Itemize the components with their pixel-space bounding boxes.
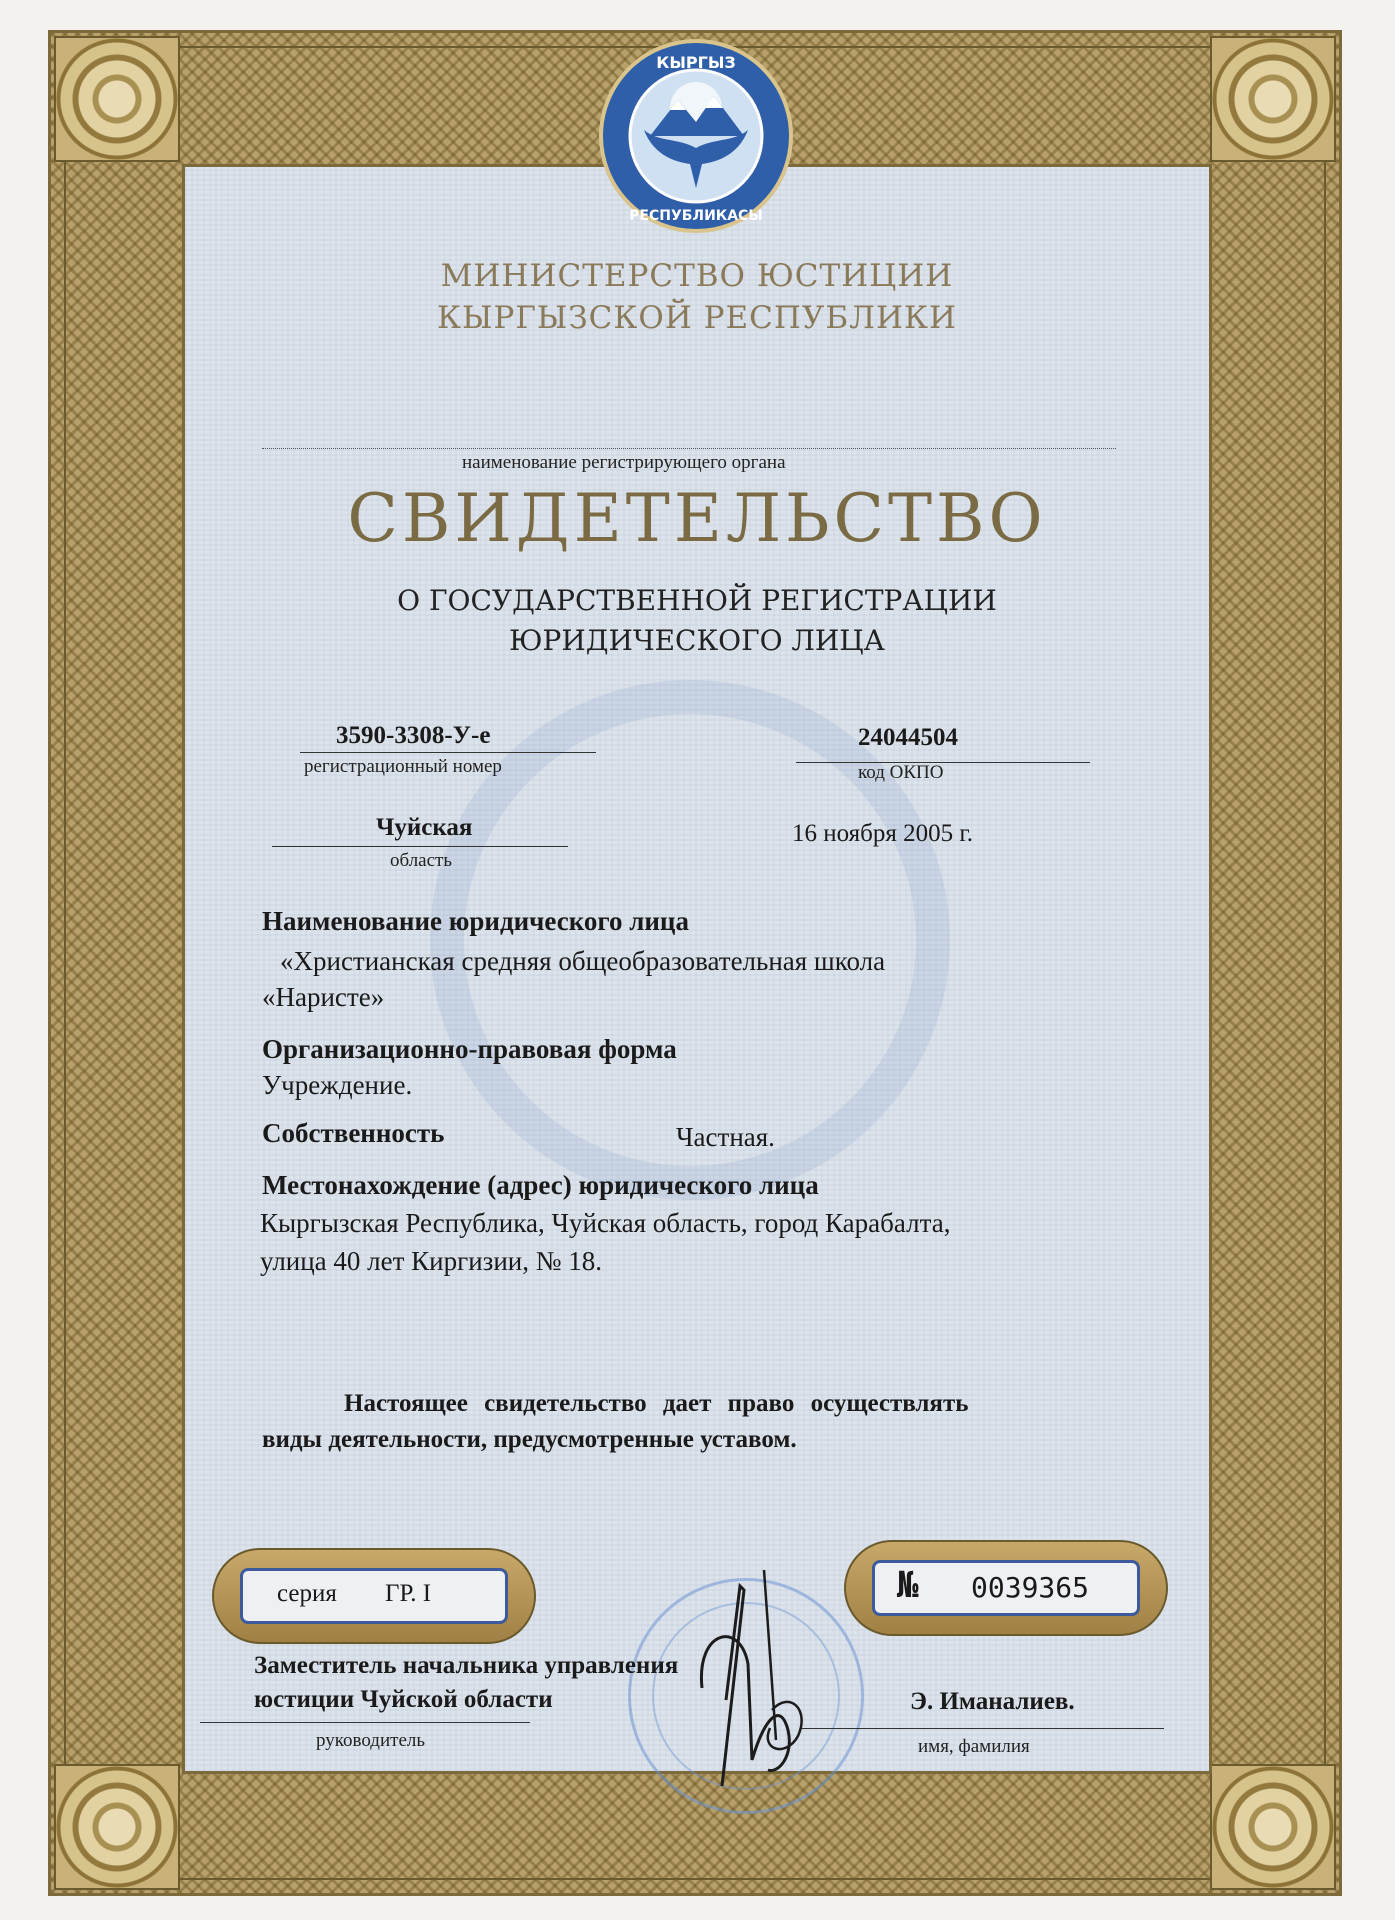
emblem-bottom-text: РЕСПУБЛИКАСЫ <box>629 208 763 224</box>
certificate-subtitle-1: О ГОСУДАРСТВЕННОЙ РЕГИСТРАЦИИ <box>397 584 997 617</box>
entity-name-label: Наименование юридического лица <box>262 906 689 936</box>
signatory-position-line-2: юстиции Чуйской области <box>254 1686 553 1713</box>
serial-number-value: 0039365 <box>971 1571 1090 1604</box>
entity-name-line-2: «Наристе» <box>262 982 385 1012</box>
legal-form-value: Учреждение. <box>262 1070 413 1100</box>
series-plate <box>212 1548 536 1644</box>
serial-number-label: № <box>897 1565 919 1606</box>
region-line <box>272 846 568 847</box>
registration-date: 16 ноября 2005 г. <box>792 820 974 847</box>
organ-line <box>262 448 1116 449</box>
organ-caption: наименование регистрирующего органа <box>462 452 786 473</box>
address-label: Местонахождение (адрес) юридического лица <box>262 1170 819 1200</box>
certificate-title: СВИДЕТЕЛЬСТВО <box>347 480 1047 557</box>
corner-ornament-bottom-left <box>54 1764 180 1890</box>
signatory-position-line <box>200 1722 530 1723</box>
corner-ornament-top-left <box>54 36 180 162</box>
serial-number-plate <box>844 1540 1168 1636</box>
okpo-caption: код ОКПО <box>858 762 944 783</box>
registration-number-caption: регистрационный номер <box>304 756 502 777</box>
serial-number-window <box>872 1560 1140 1616</box>
series-value: ГР. I <box>385 1580 432 1607</box>
signatory-name: Э. Иманалиев. <box>910 1688 1075 1715</box>
ministry-line-2: КЫРГЫЗСКОЙ РЕСПУБЛИКИ <box>436 300 958 336</box>
signatory-name-line <box>800 1728 1164 1729</box>
legal-form-label: Организационно-правовая форма <box>262 1034 677 1064</box>
address-line-1: Кыргызская Республика, Чуйская область, город Карабалта, <box>260 1208 951 1238</box>
emblem-top-text: КЫРГЫЗ <box>656 53 736 72</box>
ministry-line-1: МИНИСТЕРСТВО ЮСТИЦИИ <box>440 258 954 294</box>
corner-ornament-top-right <box>1210 36 1336 162</box>
ownership-label: Собственность <box>262 1118 445 1148</box>
signatory-position-caption: руководитель <box>316 1730 426 1751</box>
notice-line-2: виды деятельности, предусмотренные уставом. <box>262 1426 797 1453</box>
address-line-2: улица 40 лет Киргизии, № 18. <box>260 1246 602 1276</box>
registration-number: 3590-3308-У-е <box>336 722 491 749</box>
handwritten-signature <box>660 1560 840 1790</box>
signatory-position-line-1: Заместитель начальника управления <box>254 1652 679 1679</box>
region-value: Чуйская <box>376 814 473 841</box>
series-label: серия <box>277 1580 337 1607</box>
series-plate-window <box>240 1568 508 1624</box>
corner-ornament-bottom-right <box>1210 1764 1336 1890</box>
certificate-subtitle-2: ЮРИДИЧЕСКОГО ЛИЦА <box>509 624 885 657</box>
region-caption: область <box>390 850 453 871</box>
state-emblem-icon <box>598 38 794 234</box>
signatory-name-caption: имя, фамилия <box>918 1736 1030 1757</box>
notice-line-1: Настоящее свидетельство дает право осуществлять <box>344 1390 969 1417</box>
entity-name-line-1: «Христианская средняя общеобразовательная школа <box>280 946 886 976</box>
registration-number-line <box>300 752 596 753</box>
ownership-value: Частная. <box>676 1122 775 1152</box>
okpo-code: 24044504 <box>858 724 958 751</box>
